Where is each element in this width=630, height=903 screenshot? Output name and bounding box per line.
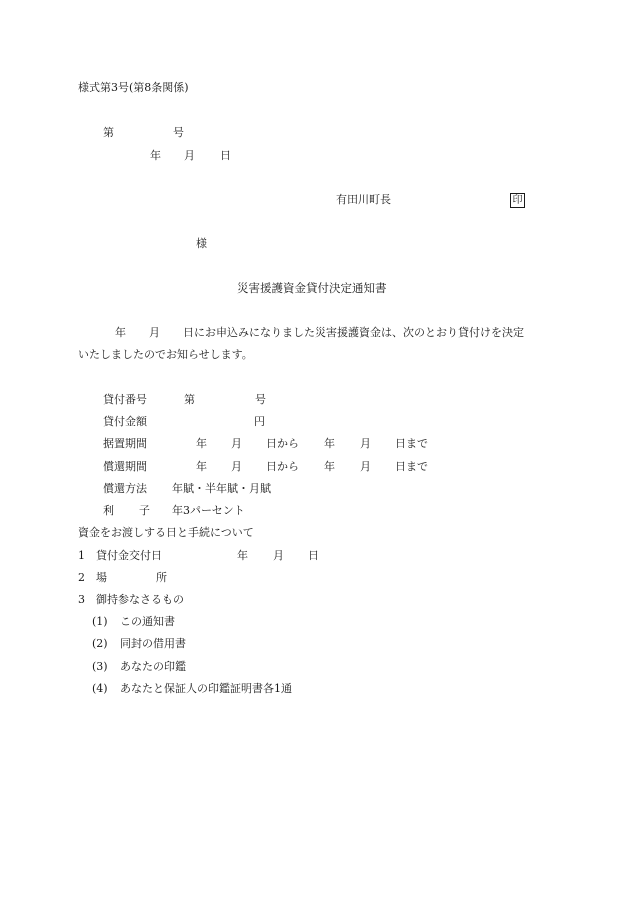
handover-heading: 資金をお渡しする日と手続について — [78, 526, 254, 539]
seal-box: 印 — [510, 193, 525, 208]
body-line2: いたしましたのでお知らせします。 — [78, 348, 253, 361]
body-month: 月 — [149, 326, 160, 339]
body-line1: 日にお申込みになりました災害援護資金は、次のとおり貸付けを決定 — [183, 326, 524, 339]
issuer-name: 有田川町長 — [336, 193, 391, 206]
item2-label-ba: 場 — [96, 571, 107, 584]
document-title: 災害援護資金貸付決定通知書 — [237, 281, 387, 295]
form-label: 様式第3号(第8条関係) — [78, 81, 189, 94]
repayment-year1: 年 — [196, 460, 207, 473]
ref-dai: 第 — [103, 126, 114, 139]
item1-month: 月 — [273, 549, 284, 562]
repayment-period-label: 償還期間 — [103, 460, 147, 473]
deferment-month2: 月 — [360, 437, 371, 450]
ref-go: 号 — [173, 126, 184, 139]
bring-item-1-num: (1) — [92, 615, 108, 628]
date-month: 月 — [184, 149, 195, 162]
repayment-method-label: 償還方法 — [103, 482, 147, 495]
repayment-month2: 月 — [360, 460, 371, 473]
bring-item-2-num: (2) — [92, 637, 108, 650]
body-year: 年 — [115, 326, 126, 339]
deferment-month1: 月 — [231, 437, 242, 450]
bring-item-1-text: この通知書 — [120, 615, 175, 628]
loan-number-dai: 第 — [184, 393, 195, 406]
loan-number-label: 貸付番号 — [103, 393, 147, 406]
loan-number-go: 号 — [255, 393, 266, 406]
item3-num: 3 — [78, 593, 85, 606]
recipient-sama: 様 — [196, 237, 207, 250]
interest-value: 年3パーセント — [172, 504, 245, 517]
deferment-from: 日から — [266, 437, 299, 450]
bring-item-4-text: あなたと保証人の印鑑証明書各1通 — [120, 682, 292, 695]
item1-label: 貸付金交付日 — [96, 549, 162, 562]
deferment-year2: 年 — [324, 437, 335, 450]
repayment-from: 日から — [266, 460, 299, 473]
item1-num: 1 — [78, 549, 85, 562]
repayment-method-value: 年賦・半年賦・月賦 — [172, 482, 271, 495]
item3-label: 御持参なさるもの — [96, 593, 184, 606]
deferment-until: 日まで — [395, 437, 428, 450]
loan-amount-unit: 円 — [254, 415, 265, 428]
date-day: 日 — [220, 149, 231, 162]
repayment-year2: 年 — [324, 460, 335, 473]
deferment-label: 据置期間 — [103, 437, 147, 450]
bring-item-3-text: あなたの印鑑 — [120, 660, 186, 673]
date-year: 年 — [150, 149, 161, 162]
repayment-until: 日まで — [395, 460, 428, 473]
interest-label-ko: 子 — [139, 504, 150, 517]
item1-day: 日 — [308, 549, 319, 562]
bring-item-2-text: 同封の借用書 — [120, 637, 186, 650]
item2-label-sho: 所 — [156, 571, 167, 584]
bring-item-4-num: (4) — [92, 682, 108, 695]
interest-label-ri: 利 — [103, 504, 114, 517]
bring-item-3-num: (3) — [92, 660, 108, 673]
repayment-month1: 月 — [231, 460, 242, 473]
item2-num: 2 — [78, 571, 85, 584]
deferment-year1: 年 — [196, 437, 207, 450]
item1-year: 年 — [237, 549, 248, 562]
loan-amount-label: 貸付金額 — [103, 415, 147, 428]
